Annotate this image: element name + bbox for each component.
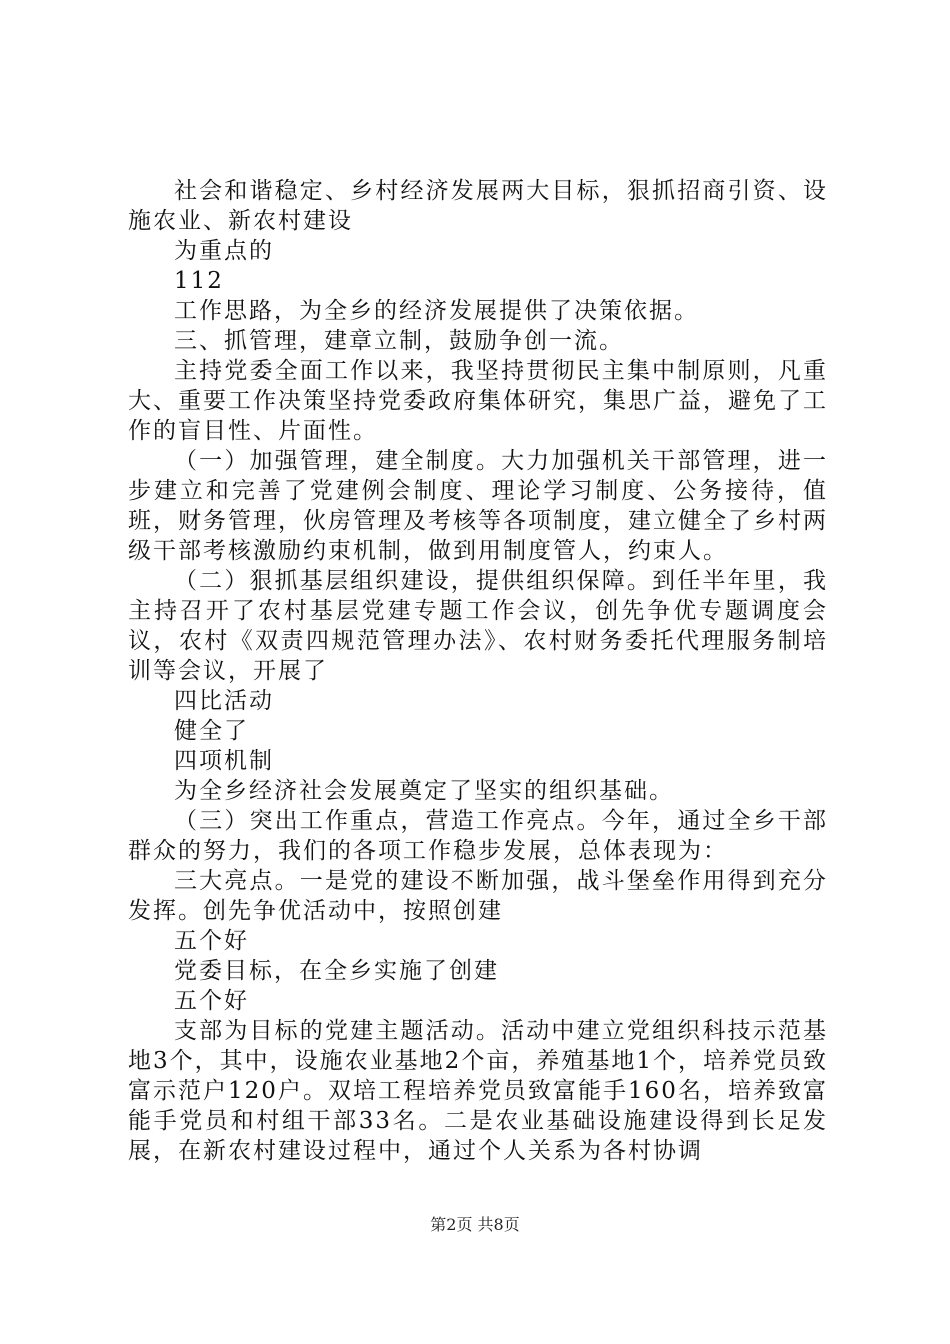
page-footer: 第2页 共8页 — [430, 1215, 520, 1234]
paragraph: （二）狠抓基层组织建设，提供组织保障。到任半年里，我主持召开了农村基层党建专题工作会议，创先争优专题调度会议，农村《双责四规范管理办法》、农村财务委托代理服务制培训等会议，开展了 — [128, 568, 828, 684]
paragraph: 五个好 — [174, 988, 249, 1014]
paragraph: 四比活动 — [174, 688, 274, 714]
paragraph: 社会和谐稳定、乡村经济发展两大目标，狠抓招商引资、设施农业、新农村建设 — [128, 178, 828, 234]
section-heading: 三、抓管理，建章立制，鼓励争创一流。 — [174, 328, 624, 354]
paragraph: 五个好 — [174, 928, 249, 954]
paragraph: 为全乡经济社会发展奠定了坚实的组织基础。 — [174, 778, 674, 804]
paragraph: 为重点的 — [174, 238, 274, 264]
paragraph: 主持党委全面工作以来，我坚持贯彻民主集中制原则，凡重大、重要工作决策坚持党委政府集体研究，集思广益，避免了工作的盲目性、片面性。 — [128, 358, 828, 444]
paragraph: 工作思路，为全乡的经济发展提供了决策依据。 — [174, 298, 699, 324]
paragraph: 三大亮点。一是党的建设不断加强，战斗堡垒作用得到充分发挥。创先争优活动中，按照创建 — [128, 868, 828, 924]
paragraph: 四项机制 — [174, 748, 274, 774]
paragraph: （三）突出工作重点，营造工作亮点。今年，通过全乡干部群众的努力，我们的各项工作稳步发展，总体表现为： — [128, 808, 828, 864]
paragraph: 支部为目标的党建主题活动。活动中建立党组织科技示范基地3个，其中，设施农业基地2个亩，养殖基地1个，培养党员致富示范户120户。双培工程培养党员致富能手160名，培养致富能手党员和村组干部33名。二是农业基础设施建设得到长足发展，在新农村建设过程中，通过个人关系为各村协调 — [128, 1018, 828, 1164]
paragraph: 党委目标，在全乡实施了创建 — [174, 958, 499, 984]
paragraph: 健全了 — [174, 718, 249, 744]
paragraph: 112 — [174, 268, 224, 294]
document-body — [128, 176, 828, 1166]
paragraph: （一）加强管理，建全制度。大力加强机关干部管理，进一步建立和完善了党建例会制度、理论学习制度、公务接待，值班，财务管理，伙房管理及考核等各项制度，建立健全了乡村两级干部考核激励约束机制，做到用制度管人，约束人。 — [128, 448, 828, 564]
